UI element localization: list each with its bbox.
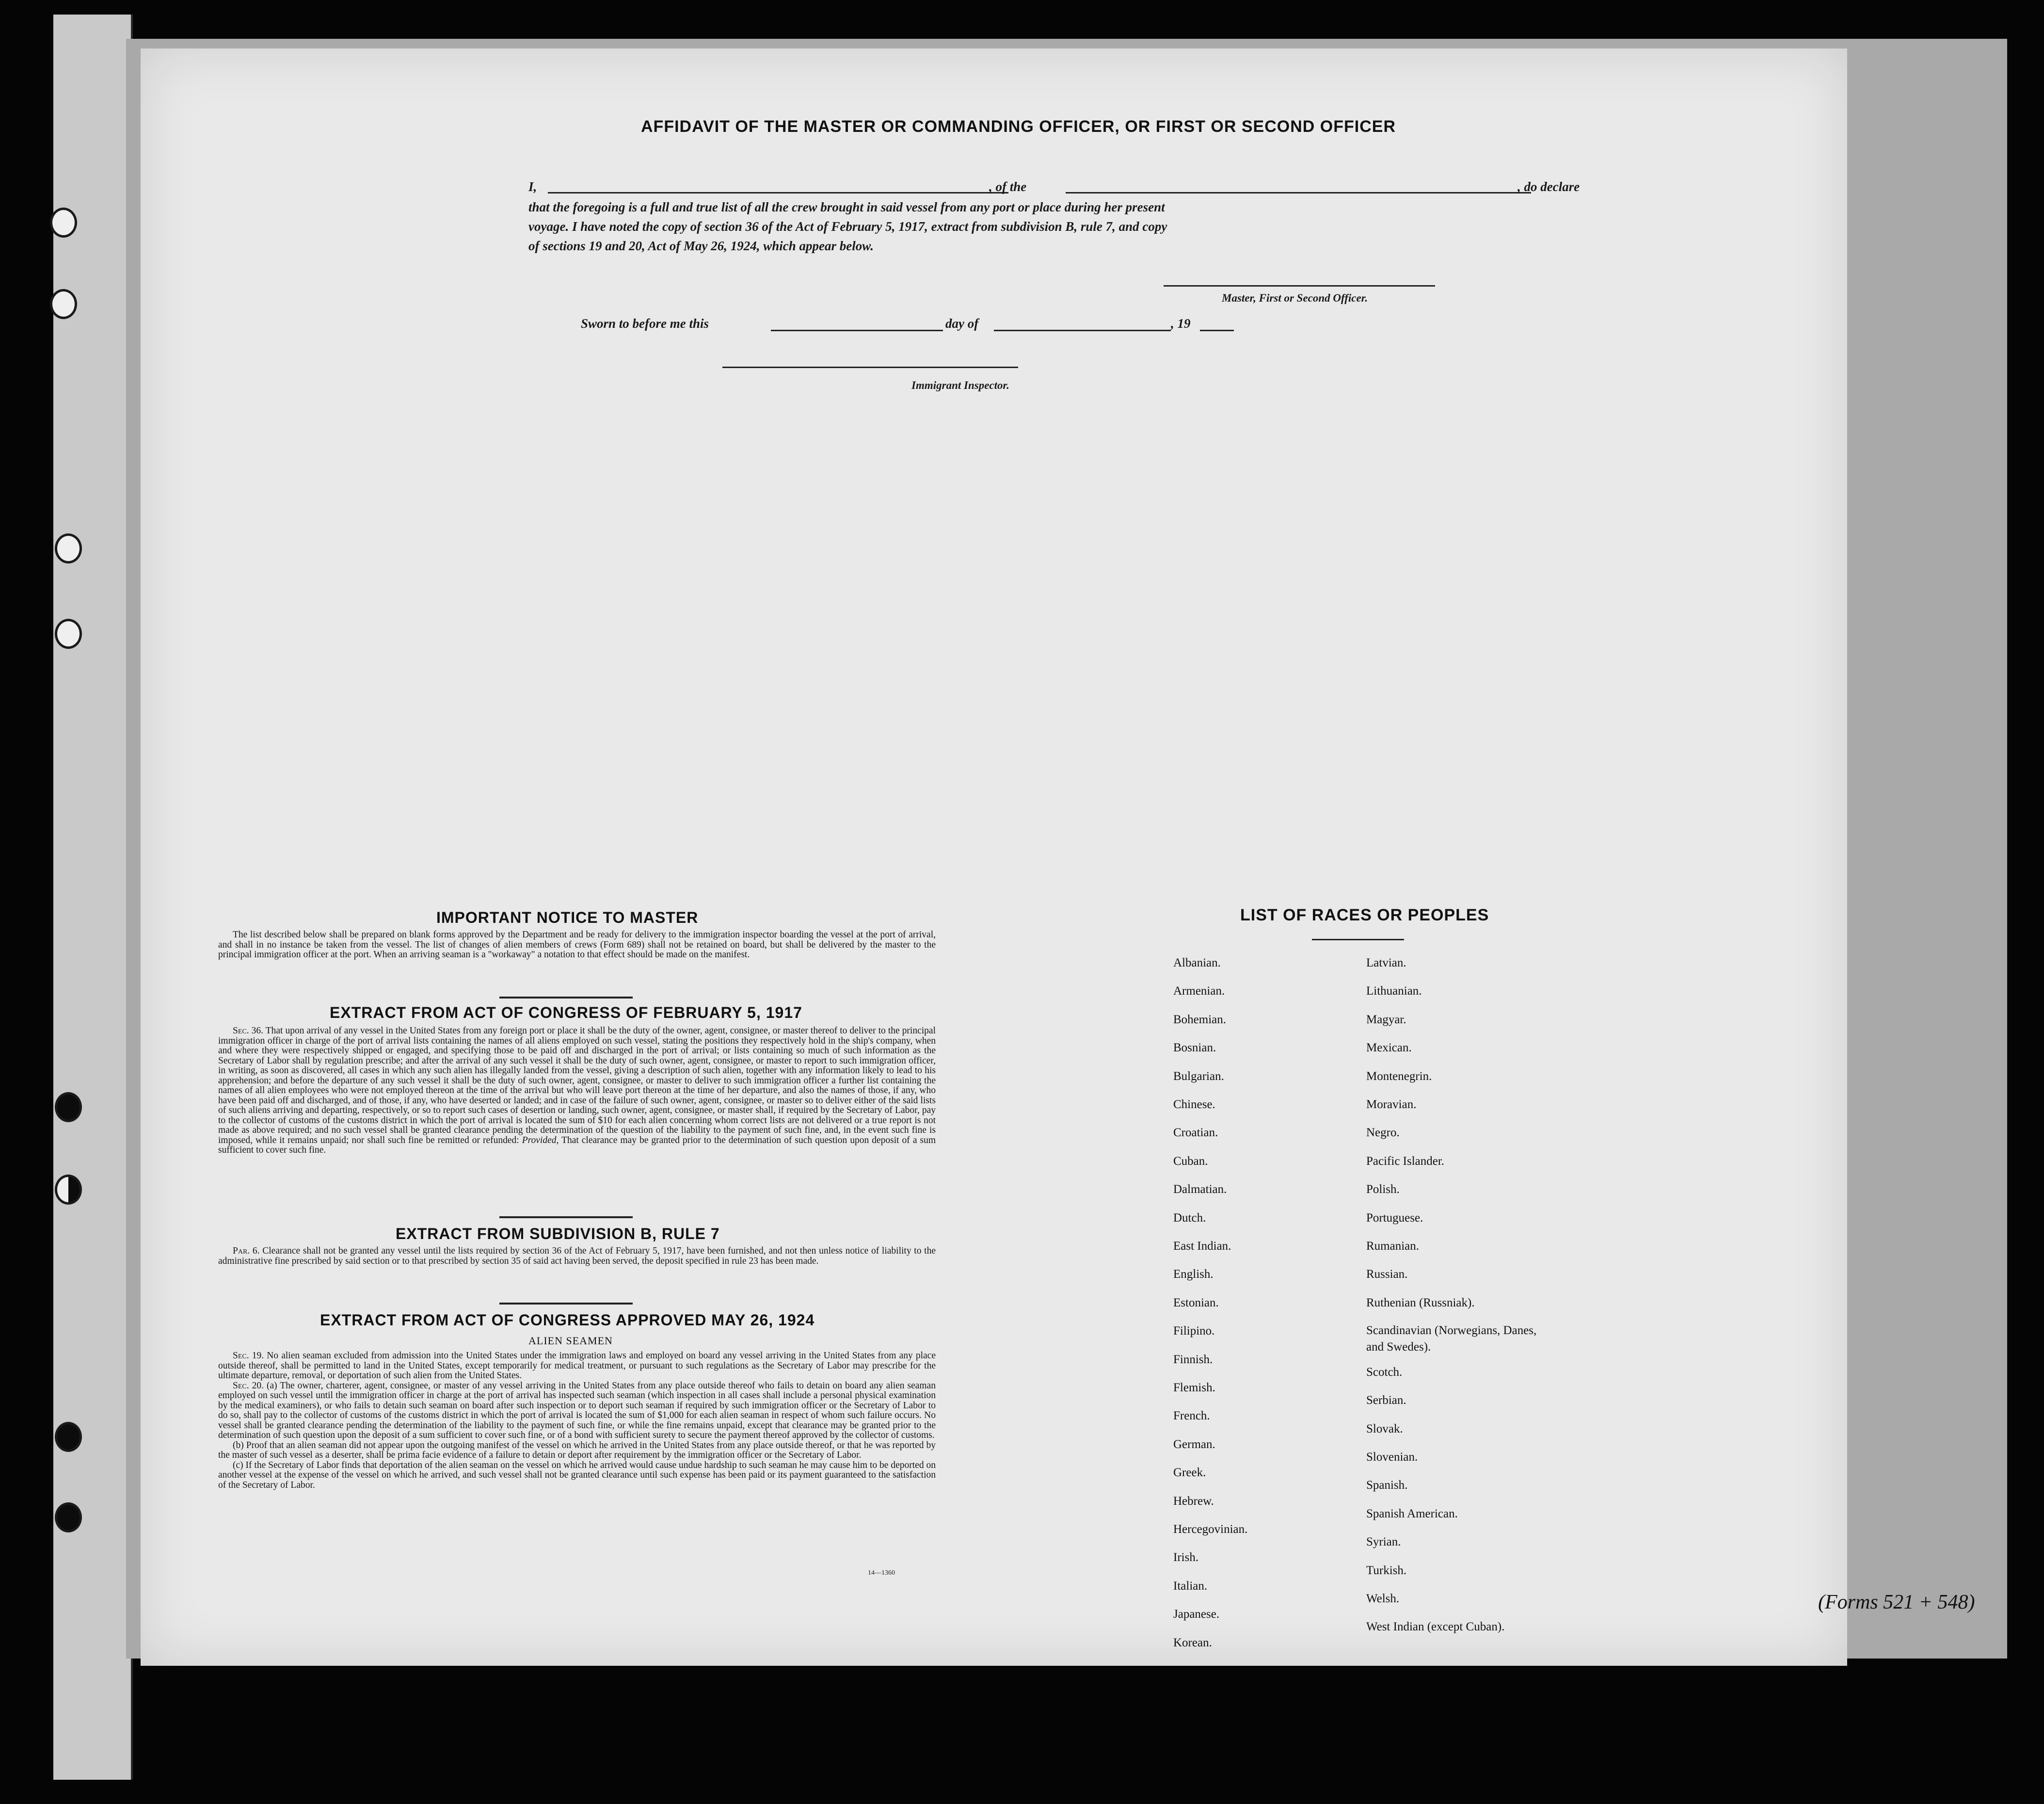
race-item: Lithuanian. — [1366, 984, 1422, 998]
race-item: Korean. — [1173, 1636, 1212, 1649]
affidavit-of-the: , of the — [989, 179, 1027, 194]
binder-hole — [55, 1092, 82, 1122]
affidavit-line-2: that the foregoing is a full and true list of all the crew brought in said vessel from any port or place during her present — [528, 200, 1165, 214]
binder-hole — [55, 533, 82, 564]
race-item: Latvian. — [1366, 956, 1406, 969]
vessel-name-line — [1066, 192, 1531, 193]
section-19 — [218, 1351, 936, 1381]
race-item: Albanian. — [1173, 956, 1221, 969]
race-item: Irish. — [1173, 1551, 1199, 1564]
race-item: West Indian (except Cuban). — [1366, 1620, 1505, 1634]
extract-1917-body — [218, 1026, 936, 1156]
race-item: Chinese. — [1173, 1098, 1215, 1111]
race-item: English. — [1173, 1268, 1214, 1281]
affidavit-declare: , do declare — [1517, 179, 1580, 194]
race-item: Hebrew. — [1173, 1494, 1214, 1508]
binder-hole — [50, 208, 77, 238]
race-item: Cuban. — [1173, 1154, 1208, 1168]
document-page — [141, 48, 1847, 1666]
extract-1917-text: That upon arrival of any vessel in the United States from any foreign port or place it shall be the duty of the owner, agent, consignee, or master thereof to deliver to the principal immigration officer in charge of the port of arrival lists containing the names of all aliens employed on such vessel, stating the positions they respectively hold in the ship's company, when and where they were respectively shipped or engaged, and specifying those to be paid off and discharged in the port of arrival; or lists containing so much of such information as the Secretary of Labor shall by regulation prescribe; and after the arrival of any such vessel it shall be the duty of such owner, agent, consignee, or master to report to such immigration officer, in writing, as soon as discovered, all cases in which any such alien has illegally landed from the vessel, giving a description of such alien, together with any information likely to lead to his apprehension; and before the departure of any such vessel it shall be the duty of such owner, agent, consignee, or master to deliver to such immigration officer a further list containing the names of all alien employees who were not employed thereon at the time of the arrival but who will leave port thereon at the time of her departure, and also the names of those, if any, who have been paid off and discharged, and of those, if any, who have deserted or landed; and in case of the failure of such owner, agent, consignee, or master so to deliver either of the said lists of such aliens arriving and departing, respectively, or so to report such cases of desertion or landing, such owner, agent, consignee, or master shall, if required by the Secretary of Labor, pay to the collector of customs of the customs district in which the port of arrival is located the sum of $10 for each alien concerning whom correct lists are not delivered or a true report is not made as above required; and no such vessel shall be granted clearance pending the determination of the question of the liability to the payment of such fine, and, in the event such fine is imposed, while it remains unpaid; nor shall such fine be remitted or refunded: — [218, 1026, 936, 1145]
extract-1917-text-end: That clearance may be granted prior to the determination of such question upon deposit of a sum sufficient to cover such fine. — [218, 1135, 936, 1155]
race-item: Greek. — [1173, 1466, 1206, 1480]
binder-hole — [55, 619, 82, 649]
race-item: Croatian. — [1173, 1126, 1218, 1140]
race-item: Dalmatian. — [1173, 1183, 1227, 1196]
extract-rule7-body — [218, 1246, 936, 1266]
race-item: Scotch. — [1366, 1365, 1403, 1379]
section-20c: (c) If the Secretary of Labor finds that deportation of the alien seaman on the vessel on which he arrived would cause undue hardship to such seaman he may cause him to be deported on another vessel at the expense of the vessel on which he arrived, and such vessel shall not be granted clearance until such expense has been paid or its payment guaranteed to the satisfaction of the Secretary of Labor. — [218, 1460, 936, 1490]
race-item: Ruthenian (Russniak). — [1366, 1296, 1475, 1309]
affidavit-line-4: of sections 19 and 20, Act of May 26, 1924, which appear below. — [528, 239, 874, 253]
race-item: Bosnian. — [1173, 1041, 1216, 1055]
race-item: Hercegovinian. — [1173, 1523, 1248, 1536]
divider — [499, 1303, 633, 1305]
race-item: Magyar. — [1366, 1013, 1406, 1026]
race-item: Turkish. — [1366, 1563, 1407, 1577]
extract-1924-heading: EXTRACT FROM ACT OF CONGRESS APPROVED MAY 26, 1924 — [320, 1311, 815, 1329]
master-signature-line — [1164, 285, 1435, 287]
race-item: Estonian. — [1173, 1296, 1219, 1309]
race-item: Welsh. — [1366, 1592, 1400, 1606]
race-item: Bohemian. — [1173, 1013, 1227, 1026]
extract-1924-body — [218, 1351, 936, 1490]
race-item: Syrian. — [1366, 1535, 1401, 1549]
race-item: Bulgarian. — [1173, 1069, 1224, 1083]
race-item: Slovak. — [1366, 1422, 1403, 1435]
extract-rule7-text: Clearance shall not be granted any vessel until the lists required by section 36 of the Act of February 5, 1917, have been furnished, and not then unless notice of liability to the administrative fine prescribed by said section or to that prescribed by section 35 of said act having been served, the deposit specified in rule 23 has been made. — [218, 1246, 936, 1266]
race-item: Armenian. — [1173, 984, 1225, 998]
binder-hole — [55, 1422, 82, 1452]
notice-body: The list described below shall be prepared on blank forms approved by the Department and be ready for delivery to the immigration inspector boarding the vessel at the port of arrival, and shall in no instance be taken from the vessel. The list of changes of alien members of crews (Form 689) shall not be retained on board, but shall be delivered by the master to the principal immigration officer at the port. When an arriving seaman is a "workaway" a notation to that effect should be made on the manifest. — [218, 930, 936, 960]
race-item: German. — [1173, 1437, 1215, 1451]
race-item: Finnish. — [1173, 1353, 1213, 1366]
section-20a-text: (a) The owner, charterer, agent, consignee, or master of any vessel arriving in the United States from any place outside thereof who fails to detain on board any alien seaman employed on such vessel until the immigration officer in charge at the port of arrival has inspected such seaman (which inspection in all cases shall include a personal physical examination by the medical examiners), or who fails to detain such seaman on board after such inspection or to deport such seaman if required by such immigration officer or the Secretary of Labor to do so, shall pay to the collector of customs of the customs district in which the port of arrival is located the sum of $1,000 for each alien seaman in respect of whom such failure occurs. No vessel shall be granted clearance pending the determination of the liability to the payment of such fine, or while the fine remains unpaid, except that clearance may be granted prior to the determination of such question upon the deposit of a sum sufficient to cover such fine, or of a bond with sufficient surety to secure the payment thereof approved by the collector of customs. — [218, 1380, 936, 1440]
day-of-label: day of — [945, 316, 979, 331]
binder-hole — [55, 1502, 82, 1532]
affidavit-title: AFFIDAVIT OF THE MASTER OR COMMANDING OFFICER, OR FIRST OR SECOND OFFICER — [641, 117, 1396, 136]
race-item: Montenegrin. — [1366, 1069, 1432, 1083]
race-item: French. — [1173, 1409, 1210, 1423]
section-label: Sec. 36. — [233, 1026, 264, 1036]
section-label: Par. 6. — [233, 1246, 260, 1256]
declarant-name-line — [548, 192, 1008, 193]
form-number: 14—1360 — [868, 1569, 895, 1577]
year-label: , 19 — [1171, 316, 1191, 331]
race-item: Dutch. — [1173, 1211, 1206, 1224]
race-item: Portuguese. — [1366, 1211, 1423, 1224]
sworn-label: Sworn to before me this — [581, 316, 709, 331]
race-item: Filipino. — [1173, 1324, 1215, 1338]
section-label: Sec. 20. — [233, 1380, 264, 1391]
provided-term: Provided, — [522, 1135, 559, 1145]
alien-seamen-subheading: ALIEN SEAMEN — [528, 1335, 613, 1347]
extract-1917-heading: EXTRACT FROM ACT OF CONGRESS OF FEBRUARY 5, 1917 — [330, 1004, 802, 1021]
sworn-day-line — [771, 330, 943, 331]
race-item: Slovenian. — [1366, 1450, 1418, 1464]
race-item: Spanish American. — [1366, 1507, 1458, 1520]
inspector-label: Immigrant Inspector. — [911, 379, 1009, 391]
race-item: Japanese. — [1173, 1608, 1220, 1621]
extract-rule7-heading: EXTRACT FROM SUBDIVISION B, RULE 7 — [396, 1225, 720, 1242]
divider — [1312, 939, 1404, 940]
race-item: Spanish. — [1366, 1479, 1408, 1492]
binder-hole — [55, 1175, 82, 1205]
race-item: Pacific Islander. — [1366, 1154, 1445, 1168]
binder-hole — [50, 289, 77, 319]
race-item: Negro. — [1366, 1126, 1400, 1140]
race-item: Serbian. — [1366, 1394, 1406, 1407]
affidavit-line-3: voyage. I have noted the copy of section 36 of the Act of February 5, 1917, extract from subdivision B, rule 7, and copy — [528, 219, 1167, 234]
handwritten-note: (Forms 521 + 548) — [1818, 1591, 1975, 1613]
inspector-signature-line — [722, 367, 1018, 368]
race-item: Polish. — [1366, 1183, 1400, 1196]
race-item: East Indian. — [1173, 1240, 1231, 1253]
sworn-month-line — [994, 330, 1171, 331]
race-item: Italian. — [1173, 1579, 1208, 1593]
section-label: Sec. 19. — [233, 1351, 264, 1361]
race-item: Flemish. — [1173, 1381, 1215, 1394]
race-item: Rumanian. — [1366, 1240, 1420, 1253]
divider — [499, 997, 633, 999]
race-item: Scandinavian (Norwegians, Danes, and Swedes). — [1366, 1324, 1537, 1354]
race-item: Moravian. — [1366, 1098, 1417, 1111]
race-item: Russian. — [1366, 1268, 1408, 1281]
section-20a — [218, 1381, 936, 1441]
master-signature-label: Master, First or Second Officer. — [1222, 292, 1368, 304]
divider — [499, 1216, 633, 1218]
section-19-text: No alien seaman excluded from admission into the United States under the immigration laws and employed on board any vessel arriving in the United States from any place outside thereof, shall be permitted to land in the United States, except temporarily for medical treatment, or pursuant to such regulations as the Secretary of Labor may prescribe for the ultimate departure, removal, or deportation of such alien from the United States. — [218, 1351, 936, 1381]
sworn-year-line — [1200, 330, 1234, 331]
affidavit-i: I, — [528, 179, 537, 194]
races-heading: LIST OF RACES OR PEOPLES — [1240, 906, 1489, 924]
notice-heading: IMPORTANT NOTICE TO MASTER — [436, 909, 699, 926]
race-item: Mexican. — [1366, 1041, 1412, 1055]
section-20b: (b) Proof that an alien seaman did not appear upon the outgoing manifest of the vessel on which he arrived in the United States from any place outside thereof, or that he was reported by the master of such vessel as a deserter, shall be prima facie evidence of a failure to detain or deport after requirement by the immigration officer or the Secretary of Labor. — [218, 1440, 936, 1460]
